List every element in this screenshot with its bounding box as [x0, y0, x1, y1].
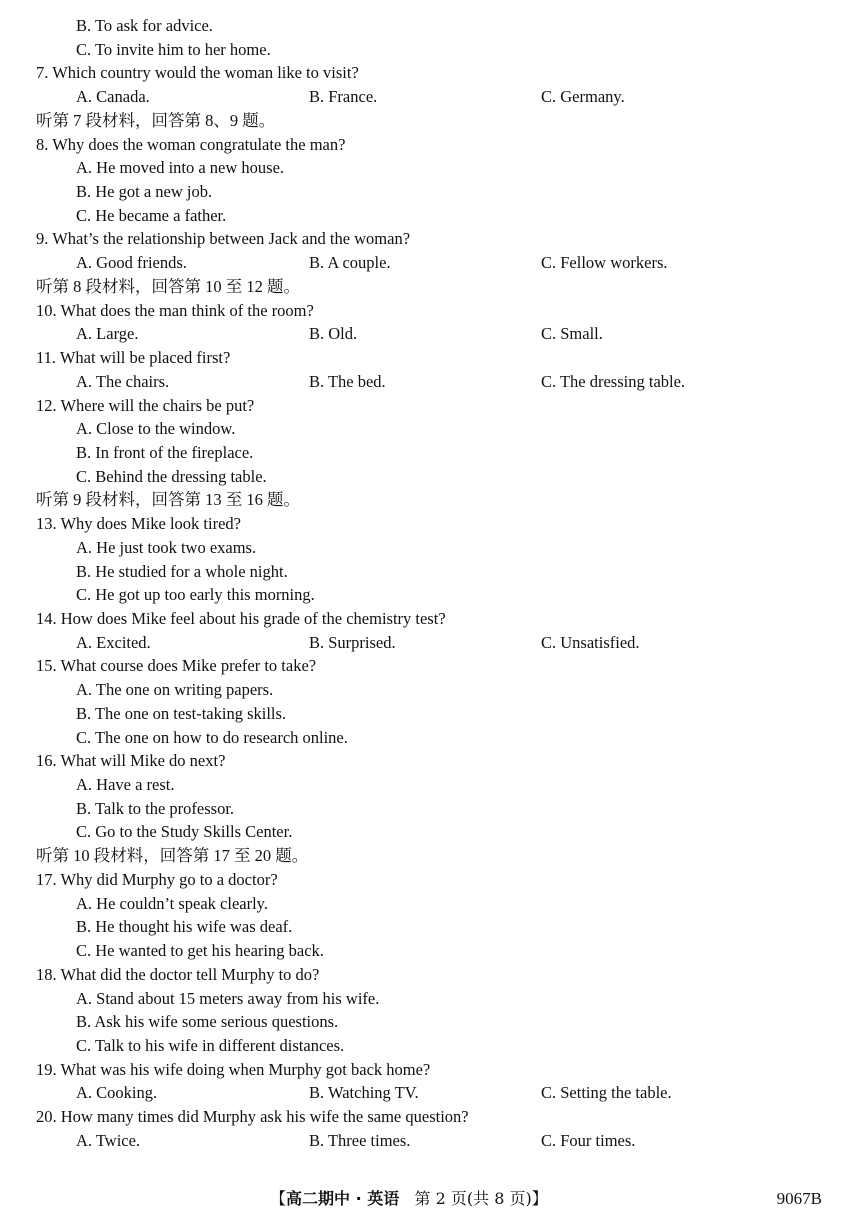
- option-c: C. Setting the table.: [541, 1083, 672, 1102]
- section-instruction: 听第 7 段材料，回答第 8、9 题。: [36, 111, 276, 130]
- answer-option: B. He got a new job.: [76, 182, 213, 201]
- option-b: B. The bed.: [309, 372, 386, 391]
- footer-subject: 英语: [367, 1189, 400, 1208]
- footer-close-bracket: 】: [531, 1189, 548, 1208]
- answer-option: C. Behind the dressing table.: [76, 467, 267, 486]
- question: 7. Which country would the woman like to visit?: [36, 63, 359, 82]
- option-a: A. Canada.: [76, 87, 150, 106]
- question: 18. What did the doctor tell Murphy to do?: [36, 965, 320, 984]
- answer-option: A. Stand about 15 meters away from his wife.: [76, 989, 380, 1008]
- answer-option: C. Go to the Study Skills Center.: [76, 822, 293, 841]
- option-b: B. France.: [309, 87, 378, 106]
- option-a: A. Good friends.: [76, 253, 187, 272]
- answer-option: A. He moved into a new house.: [76, 158, 285, 177]
- answer-option: C. Talk to his wife in different distances.: [76, 1036, 345, 1055]
- option-b: B. A couple.: [309, 253, 391, 272]
- footer-page-number: 第 2 页(共 8 页): [414, 1189, 532, 1208]
- question: 9. What’s the relationship between Jack and the woman?: [36, 229, 411, 248]
- question: 11. What will be placed first?: [36, 348, 231, 367]
- answer-option: B. In front of the fireplace.: [76, 443, 254, 462]
- question: 15. What course does Mike prefer to take?: [36, 656, 317, 675]
- question: 14. How does Mike feel about his grade of the chemistry test?: [36, 609, 446, 628]
- question: 20. How many times did Murphy ask his wife the same question?: [36, 1107, 469, 1126]
- question: 16. What will Mike do next?: [36, 751, 226, 770]
- answer-option: B. Talk to the professor.: [76, 799, 235, 818]
- option-c: C. The dressing table.: [541, 372, 686, 391]
- option-c: C. Germany.: [541, 87, 625, 106]
- option-a: A. Twice.: [76, 1131, 141, 1150]
- question: 13. Why does Mike look tired?: [36, 514, 241, 533]
- option-c: C. Small.: [541, 324, 603, 343]
- answer-option: B. Ask his wife some serious questions.: [76, 1012, 339, 1031]
- question: 19. What was his wife doing when Murphy got back home?: [36, 1060, 431, 1079]
- section-instruction: 听第 10 段材料，回答第 17 至 20 题。: [36, 846, 309, 865]
- option-c: C. Four times.: [541, 1131, 636, 1150]
- answer-option: A. He just took two exams.: [76, 538, 257, 557]
- section-instruction: 听第 9 段材料，回答第 13 至 16 题。: [36, 490, 300, 509]
- option-b: B. Watching TV.: [309, 1083, 419, 1102]
- answer-option: B. He studied for a whole night.: [76, 562, 288, 581]
- option-a: A. Excited.: [76, 633, 151, 652]
- answer-option: C. He became a father.: [76, 206, 227, 225]
- question: 17. Why did Murphy go to a doctor?: [36, 870, 278, 889]
- question: 12. Where will the chairs be put?: [36, 396, 255, 415]
- answer-option: A. The one on writing papers.: [76, 680, 274, 699]
- footer-exam: 高二期中: [286, 1189, 351, 1208]
- answer-option: B. To ask for advice.: [76, 16, 213, 35]
- option-a: A. The chairs.: [76, 372, 170, 391]
- answer-option: A. Have a rest.: [76, 775, 175, 794]
- option-b: B. Old.: [309, 324, 358, 343]
- page-footer: [270, 1186, 548, 1212]
- question: 10. What does the man think of the room?: [36, 301, 314, 320]
- section-instruction: 听第 8 段材料，回答第 10 至 12 题。: [36, 277, 300, 296]
- paper-code: 9067B: [776, 1189, 822, 1208]
- option-b: B. Surprised.: [309, 633, 396, 652]
- answer-option: C. The one on how to do research online.: [76, 728, 348, 747]
- question: 8. Why does the woman congratulate the man?: [36, 135, 346, 154]
- answer-option: A. Close to the window.: [76, 419, 236, 438]
- footer-dot: ·: [350, 1189, 368, 1208]
- footer-open-bracket: 【: [270, 1189, 287, 1208]
- option-a: A. Cooking.: [76, 1083, 158, 1102]
- option-a: A. Large.: [76, 324, 139, 343]
- option-c: C. Unsatisfied.: [541, 633, 640, 652]
- option-c: C. Fellow workers.: [541, 253, 668, 272]
- answer-option: C. He wanted to get his hearing back.: [76, 941, 324, 960]
- answer-option: C. To invite him to her home.: [76, 40, 271, 59]
- option-b: B. Three times.: [309, 1131, 411, 1150]
- answer-option: A. He couldn’t speak clearly.: [76, 894, 268, 913]
- answer-option: B. The one on test-taking skills.: [76, 704, 287, 723]
- answer-option: B. He thought his wife was deaf.: [76, 917, 293, 936]
- answer-option: C. He got up too early this morning.: [76, 585, 315, 604]
